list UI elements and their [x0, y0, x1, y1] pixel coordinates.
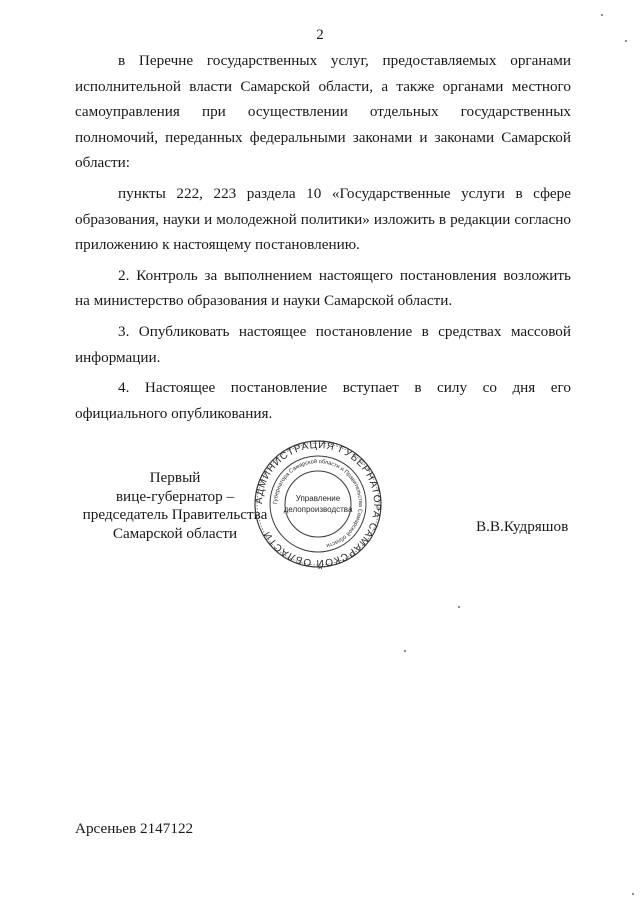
scan-speck — [458, 606, 460, 608]
scan-speck — [404, 650, 406, 652]
svg-text:Губернатора Самарской области — [273, 458, 363, 548]
paragraph-item-4: 4. Настоящее постановление вступает в силу со дня его официального опубликования. — [75, 379, 571, 422]
page-number: 2 — [316, 27, 324, 43]
paragraph-amendment: пункты 222, 223 раздела 10 «Государственные услуги в сфере образования, науки и молодежной политики» изложить в редакции согласно приложению к настоящему постановлению. — [75, 184, 571, 254]
signatory-title — [75, 469, 275, 543]
seal-center-line: делопроизводства — [283, 505, 353, 514]
paragraph-list-intro: в Перечне государственных услуг, предоставляемых органами исполнительной власти Самарской области, а также органами местного самоуправления при осуществлении отдельных государственных полномочий, переданных федеральными законами и законами Самарской области: — [75, 52, 571, 172]
paragraph-item-3: 3. Опубликовать настоящее постановление в средствах массовой информации. — [75, 322, 571, 366]
official-seal-stamp — [252, 438, 384, 570]
signatory-title-line: вице-губернатор – — [115, 487, 235, 505]
scan-speck — [632, 893, 634, 895]
signatory-title-line: председатель Правительства — [82, 506, 268, 523]
paragraph-item-2: 2. Контроль за выполнением настоящего постановления возложить на министерство образования и науки Самарской области. — [75, 266, 571, 310]
scan-speck — [625, 40, 627, 42]
seal-inner-ring-text: Губернатора Самарской области и Правительства Самарской области — [272, 458, 364, 549]
seal-outer-text: АДМИНИСТРАЦИЯ ГУБЕРНАТОРА САМАРСКОЙ ОБЛАСТИ — [253, 439, 383, 569]
document-body — [75, 48, 571, 431]
signatory-title-line: Самарской области — [112, 524, 238, 542]
executor-note: Арсеньев 2147122 — [75, 820, 194, 837]
scan-speck — [601, 14, 603, 16]
signatory-name: В.В.Кудряшов — [476, 518, 569, 535]
signatory-title-line: Первый — [149, 469, 201, 486]
seal-center-line: Управление — [295, 494, 341, 503]
